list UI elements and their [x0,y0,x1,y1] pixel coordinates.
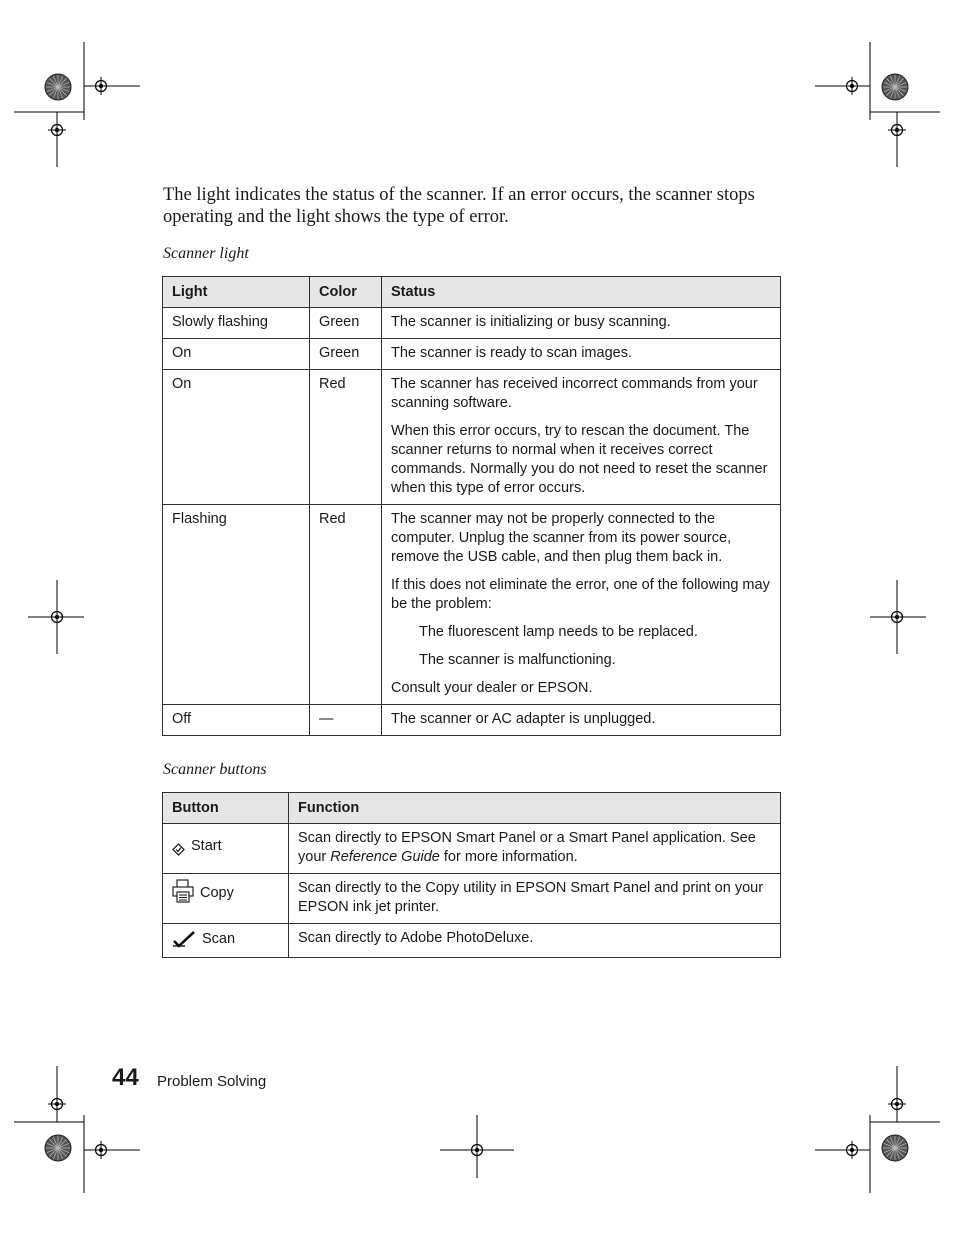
table-row [163,308,781,339]
status-cell: The scanner is ready to scan images. [382,339,781,370]
table-row [163,505,781,705]
button-cell [163,824,289,874]
button-cell [163,924,289,958]
start-icon [172,843,185,856]
light-cell: On [163,339,310,370]
status-cell: The scanner is initializing or busy scanning. [382,308,781,339]
table-row [163,370,781,505]
status-cell: The scanner has received incorrect commands from your scanning software. When this error occurs, try to rescan the document. The scanner returns to normal when it receives correct commands. Normally you do not need to reset the scanner when this type of error occurs. [382,370,781,505]
table-row [163,874,781,924]
table-row [163,339,781,370]
color-cell: Red [310,505,382,705]
status-cell: The scanner may not be properly connected to the computer. Unplug the scanner from its power source, remove the USB cable, and then plug them back in. If this does not eliminate the error, one of the following may be the problem: The fluorescent lamp needs to be replaced. The scanner is malfunctioning. Consult your dealer or EPSON. [382,505,781,705]
button-label: Copy [200,885,234,901]
color-cell: Green [310,339,382,370]
button-cell [163,874,289,924]
header-status: Status [382,277,781,308]
scan-icon [172,929,196,949]
light-table-caption: Scanner light [163,245,249,262]
section-title: Problem Solving [157,1073,267,1090]
header-color: Color [310,277,382,308]
header-button: Button [163,793,289,824]
light-cell: On [163,370,310,505]
function-cell: Scan directly to Adobe PhotoDeluxe. [289,924,781,958]
status-cell: The scanner or AC adapter is unplugged. [382,705,781,736]
light-cell: Slowly flashing [163,308,310,339]
scanner-light-table [162,276,781,736]
scanner-buttons-table [162,792,781,958]
button-label: Scan [202,931,236,947]
header-light: Light [163,277,310,308]
color-cell: Red [310,370,382,505]
color-cell: — [310,705,382,736]
copy-icon [172,879,194,903]
table-header-row [163,277,781,308]
button-label: Start [191,838,222,854]
table-header-row [163,793,781,824]
intro-paragraph: The light indicates the status of the scanner. If an error occurs, the scanner stops operating and the light shows the type of error. [163,185,755,227]
color-cell: Green [310,308,382,339]
header-function: Function [289,793,781,824]
function-cell: Scan directly to the Copy utility in EPSON Smart Panel and print on your EPSON ink jet printer. [289,874,781,924]
bullet-item: The scanner is malfunctioning. [419,652,616,668]
bullet-item: The fluorescent lamp needs to be replaced. [419,624,698,640]
table-row [163,705,781,736]
table-row [163,924,781,958]
light-cell: Off [163,705,310,736]
page-number: 44 [112,1064,139,1091]
light-cell: Flashing [163,505,310,705]
table-row [163,824,781,874]
function-cell: Scan directly to EPSON Smart Panel or a Smart Panel application. See your Reference Guide for more information. [289,824,781,874]
buttons-table-caption: Scanner buttons [163,761,267,778]
